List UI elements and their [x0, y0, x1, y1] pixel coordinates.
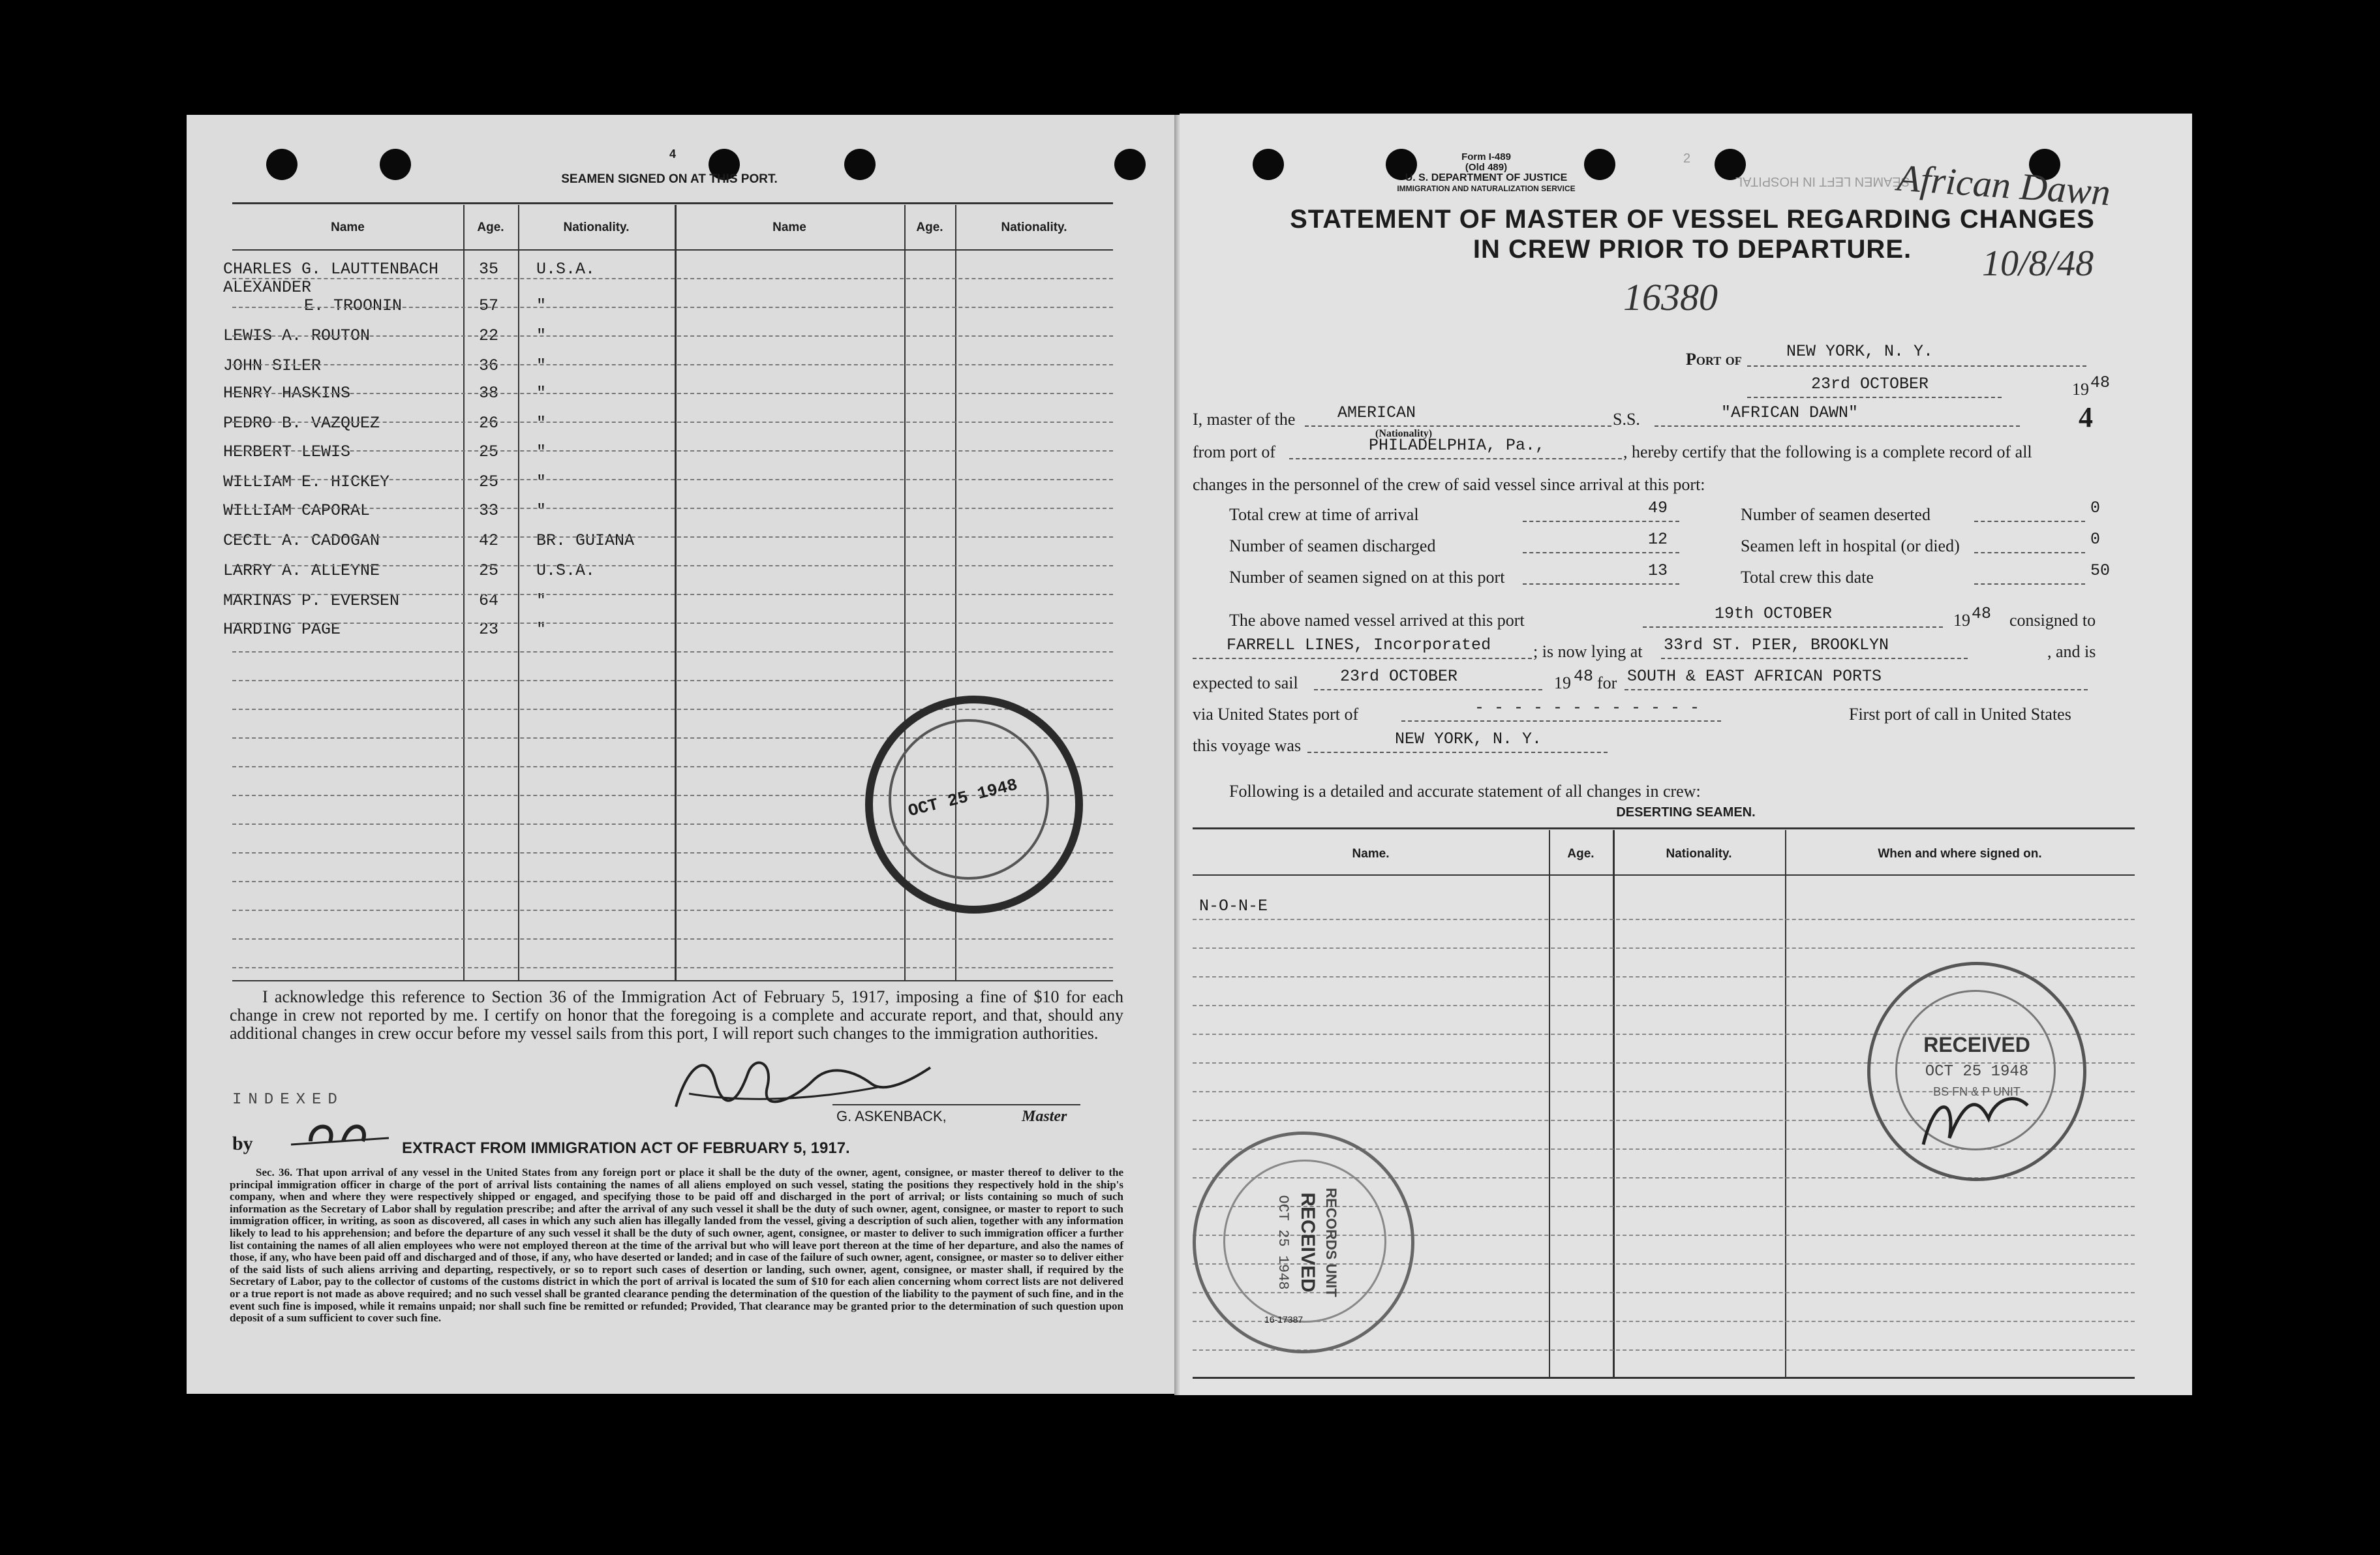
table-top-rule [232, 202, 1113, 204]
row-rule [232, 422, 1113, 423]
punch-hole [380, 149, 411, 180]
port-label: Port of [1686, 350, 1742, 369]
row-rule [232, 307, 1113, 308]
seaman-age: 26 [479, 414, 499, 433]
seaman-age: 25 [479, 561, 499, 580]
seaman-nationality: " [536, 296, 547, 315]
stat-value: 49 [1648, 499, 1668, 517]
acknowledgement-text: I acknowledge this reference to Section 36 of the Immigration Act of February 5, 1917, imposing a fine of $10 for each change in crew not reported by me. I certify on honor that the foregoing is a complete and accurate report, and that, should any additional changes in crew occur before my vessel sails from this port, I will report such changes to the immigration authorities. [230, 987, 1123, 1043]
seaman-age: 64 [479, 591, 499, 610]
master-of-label: I, master of the [1193, 410, 1296, 429]
from-port-value: PHILADELPHIA, Pa., [1369, 436, 1546, 455]
arrived-date: 19th OCTOBER [1715, 604, 1833, 623]
col-header-nationality: Nationality. [563, 221, 630, 234]
seaman-name: E. TROONIN [304, 296, 403, 315]
and-is-label: , and is [2047, 642, 2096, 661]
seaman-nationality: BR. GUIANA [536, 531, 635, 550]
department: U. S. DEPARTMENT OF JUSTICE [1405, 172, 1568, 183]
stat-underline [1974, 583, 2085, 585]
deserting-entry: N-O-N-E [1199, 897, 1268, 916]
signature-name: G. ASKENBACK, [836, 1108, 947, 1124]
seaman-nationality: " [536, 620, 547, 639]
stat-underline [1523, 583, 1679, 585]
seaman-age: 35 [479, 260, 499, 279]
sail-year: 48 [1574, 667, 1594, 686]
col-header-age: Age. [477, 221, 504, 234]
sail-year-prefix: 19 [1554, 673, 1571, 692]
seaman-name: HARDING PAGE [223, 620, 341, 639]
col-header-nationality: Nationality. [1001, 221, 1067, 234]
oct-25-stamp: OCT 25 1948 [865, 696, 1083, 914]
seaman-name: LEWIS A. ROUTON [223, 326, 371, 345]
section-title: SEAMEN SIGNED ON AT THIS PORT. [561, 172, 778, 186]
bleed-through-number: 2 [1683, 151, 1691, 166]
row-rule [232, 335, 1113, 337]
seaman-name: LARRY A. ALLEYNE [223, 561, 380, 580]
row-rule [232, 278, 1113, 279]
by-label: by [232, 1133, 253, 1154]
stat-label: Number of seamen deserted [1741, 505, 1930, 524]
arrived-year: 48 [1972, 604, 1992, 623]
for-label: for [1597, 673, 1617, 692]
consignee-underline [1193, 658, 1532, 659]
seaman-name: HENRY HASKINS [223, 384, 351, 403]
signature-line [832, 1104, 1080, 1105]
seaman-age: 25 [479, 472, 499, 491]
seaman-nationality: U.S.A. [536, 561, 596, 580]
date-underline [1747, 397, 2002, 398]
deserting-top-rule [1193, 827, 2135, 829]
date-value: 23rd OCTOBER [1811, 375, 1929, 393]
voyage-label: this voyage was [1193, 736, 1302, 755]
records-unit-stamp: RECORDS UNIT RECEIVED OCT 25 1948 [1193, 1132, 1414, 1353]
lying-value: 33rd ST. PIER, BROOKLYN [1664, 636, 1889, 654]
sail-date: 23rd OCTOBER [1340, 667, 1458, 686]
first-port-label: First port of call in United States [1849, 705, 2071, 724]
stat-label: Total crew at time of arrival [1229, 505, 1419, 524]
lying-underline [1661, 658, 1968, 659]
row-rule [232, 623, 1113, 624]
deserting-col-name: Name. [1352, 847, 1390, 861]
arrived-underline [1643, 626, 1943, 628]
certify-text: , hereby certify that the following is a complete record of all [1623, 442, 2032, 461]
deserting-row-rule [1193, 919, 2135, 920]
deserting-col-age: Age. [1567, 847, 1594, 861]
seaman-age: 25 [479, 442, 499, 461]
seaman-nationality: " [536, 414, 547, 433]
form-title-line1: STATEMENT OF MASTER OF VESSEL REGARDING CHANGES [1290, 205, 2095, 234]
voyage-underline [1307, 752, 1608, 753]
page-number: 4 [669, 147, 677, 161]
stat-value: 0 [2090, 530, 2101, 549]
seaman-name: JOHN SILER [223, 356, 322, 375]
handwritten-ship-name: African Dawn [1896, 156, 2112, 214]
indexed-initials [284, 1112, 402, 1158]
expected-label: expected to sail [1193, 673, 1298, 692]
col-header-name: Name [772, 221, 806, 234]
row-rule [232, 479, 1113, 480]
seaman-name: ALEXANDER [223, 278, 312, 297]
year-prefix: 19 [2072, 380, 2089, 399]
stat-label: Total crew this date [1741, 568, 1874, 587]
destination-value: SOUTH & EAST AFRICAN PORTS [1627, 667, 1882, 686]
seaman-nationality: " [536, 384, 547, 403]
seaman-name: WILLIAM E. HICKEY [223, 472, 390, 491]
extract-title: EXTRACT FROM IMMIGRATION ACT OF FEBRUARY 5, 1917. [402, 1139, 850, 1157]
via-underline [1401, 720, 1721, 722]
ship-underline [1655, 425, 2020, 427]
left-page [187, 115, 1180, 1394]
col-header-age: Age. [916, 221, 943, 234]
row-rule [232, 565, 1113, 566]
row-rule [232, 536, 1113, 538]
deserting-col-signed-on: When and where signed on. [1878, 847, 2042, 861]
seaman-nationality: " [536, 442, 547, 461]
footer-code: 16-17387 [1264, 1314, 1304, 1325]
consigned-label: consigned to [2009, 611, 2096, 630]
seaman-name: CHARLES G. LAUTTENBACH [223, 260, 439, 279]
seaman-nationality: " [536, 591, 547, 610]
row-rule [232, 450, 1113, 452]
signature-role: Master [1022, 1108, 1067, 1125]
sail-date-underline [1314, 689, 1542, 690]
following-text: Following is a detailed and accurate statement of all changes in crew: [1229, 782, 1701, 801]
deserting-header-rule [1193, 874, 2135, 876]
col-divider [1613, 830, 1615, 1377]
stat-underline [1523, 552, 1679, 553]
stat-underline [1974, 521, 2085, 522]
col-divider [518, 205, 519, 980]
form-title-line2: IN CREW PRIOR TO DEPARTURE. [1472, 235, 1912, 264]
punch-hole [1114, 149, 1146, 180]
via-value: - - - - - - - - - - - - [1474, 698, 1700, 717]
seaman-name: HERBERT LEWIS [223, 442, 351, 461]
seaman-name: PEDRO B. VAZQUEZ [223, 414, 380, 433]
port-underline [1747, 365, 2086, 367]
port-value: NEW YORK, N. Y. [1786, 342, 1934, 361]
handwritten-number: 16380 [1623, 276, 1718, 318]
seaman-age: 42 [479, 531, 499, 550]
row-rule [232, 967, 1113, 968]
ship-name: "AFRICAN DAWN" [1721, 403, 1859, 422]
row-rule [232, 393, 1113, 394]
deserting-title: DESERTING SEAMEN. [1616, 805, 1756, 820]
nationality-value: AMERICAN [1337, 403, 1416, 422]
via-label: via United States port of [1193, 705, 1359, 724]
ship-code: 4 [2079, 401, 2093, 433]
changes-text: changes in the personnel of the crew of said vessel since arrival at this port: [1193, 475, 1705, 494]
stat-underline [1974, 552, 2085, 553]
seaman-name: WILLIAM CAPORAL [223, 501, 371, 520]
stat-value: 13 [1648, 561, 1668, 580]
handwritten-date: 10/8/48 [1982, 243, 2094, 284]
year-value: 48 [2090, 373, 2111, 392]
row-rule [232, 508, 1113, 509]
seaman-nationality: U.S.A. [536, 260, 596, 279]
seaman-nationality: " [536, 356, 547, 375]
lying-label: ; is now lying at [1533, 642, 1643, 661]
seaman-nationality: " [536, 501, 547, 520]
punch-hole [1253, 149, 1284, 180]
stat-label: Seamen left in hospital (or died) [1741, 536, 1960, 555]
form-number: Form I-489 [1461, 151, 1511, 162]
service: IMMIGRATION AND NATURALIZATION SERVICE [1397, 184, 1576, 193]
seaman-nationality: " [536, 472, 547, 491]
seaman-name: CECIL A. CADOGAN [223, 531, 380, 550]
from-port-underline [1289, 458, 1622, 459]
extract-body: Sec. 36. That upon arrival of any vessel in the United States from any foreign port or place it shall be the duty of the owner, agent, consignee, or master thereof to deliver to the principal immigration officer in charge of the port of arrival lists containing the names of all aliens employed on such vessel, stating the positions they respectively hold in the ship's company, when and where they were respectively shipped or engaged, and specifying those to be paid off and discharged in the port of arrival; or lists containing so much of such information as the Secretary of Labor shall by regulation prescribe; and after the arrival of any such vessel it shall be the duty of such owner, agent, consignee, or master to report to such immigration officer, in writing, as soon as discovered, all cases in which any such alien has illegally landed from the vessel, giving a description of such alien, together with any information likely to lead to his apprehension; and before the departure of any such vessel it shall be the duty of such owner, agent, consignee, or master to deliver to such immigration officer a further list containing the names of all alien employees who were not employed thereon at the time of the arrival but who will leave port thereon at the time of her departure, and also the names of those, if any, who have been paid off and discharged and of those, if any, who have deserted or landed; and in case of the failure of such owner, agent, consignee, or master so to deliver either of the said lists of such aliens arriving and departing, respectively, or so to report such cases of desertion or landing, such owner, agent, consignee, or master shall, if required by the Secretary of Labor, pay to the collector of customs of the customs district in which the port of arrival is located the sum of $10 for each alien concerning whom correct lists are not delivered or a true report is not made as above required; and no such vessel shall be granted clearance pending the determination of the question of the liability to the payment of such fine, and in the event such fine is imposed, while it remains unpaid; nor shall such fine be remitted or refunded; Provided, That clearance may be granted prior to the determination of such question upon deposit of a sum sufficient to cover such fine. [230, 1166, 1123, 1325]
row-rule [232, 938, 1113, 940]
stat-label: Number of seamen signed on at this port [1229, 568, 1505, 587]
consignee-value: FARRELL LINES, Incorporated [1227, 636, 1491, 654]
stat-label: Number of seamen discharged [1229, 536, 1436, 555]
arrived-label: The above named vessel arrived at this port [1229, 611, 1525, 630]
punch-hole [266, 149, 298, 180]
col-divider [675, 205, 677, 980]
table-header-rule [232, 249, 1113, 251]
col-divider [1785, 830, 1786, 1377]
stat-value: 12 [1648, 530, 1668, 549]
row-rule [232, 651, 1113, 653]
seaman-nationality: " [536, 326, 547, 345]
stat-underline [1523, 521, 1679, 522]
indexed-stamp: INDEXED [232, 1091, 344, 1109]
deserting-col-nationality: Nationality. [1666, 847, 1732, 861]
from-port-label: from port of [1193, 442, 1276, 461]
seaman-age: 36 [479, 356, 499, 375]
row-rule [232, 364, 1113, 365]
form-old-number: (Old 489) [1465, 162, 1508, 173]
seaman-age: 38 [479, 384, 499, 403]
destination-underline [1625, 689, 2088, 690]
right-page [1180, 114, 2192, 1395]
col-divider [1549, 830, 1550, 1377]
stat-value: 0 [2090, 499, 2101, 517]
nationality-caption: (Nationality) [1375, 428, 1433, 439]
seaman-age: 57 [479, 296, 499, 315]
col-divider [463, 205, 465, 980]
ss-label: S.S. [1613, 410, 1640, 429]
row-rule [232, 594, 1113, 595]
deserting-bottom-rule [1193, 1377, 2135, 1379]
deserting-row-rule [1193, 947, 2135, 949]
voyage-value: NEW YORK, N. Y. [1395, 730, 1542, 748]
seaman-age: 22 [479, 326, 499, 345]
received-stamp: RECEIVED OCT 25 1948 BS FN & P UNIT [1867, 962, 2086, 1181]
seaman-age: 33 [479, 501, 499, 520]
table-bottom-rule [232, 980, 1113, 981]
nationality-underline [1305, 425, 1611, 427]
arrived-year-prefix: 19 [1953, 611, 1970, 630]
seaman-age: 23 [479, 620, 499, 639]
row-rule [232, 680, 1113, 681]
seaman-name: MARINAS P. EVERSEN [223, 591, 400, 610]
col-header-name: Name [331, 221, 365, 234]
stat-value: 50 [2090, 561, 2111, 580]
received-initials [1897, 1079, 2041, 1158]
bleed-through-text: SEAMEN LEFT IN HOSPITAL [1735, 174, 1910, 189]
